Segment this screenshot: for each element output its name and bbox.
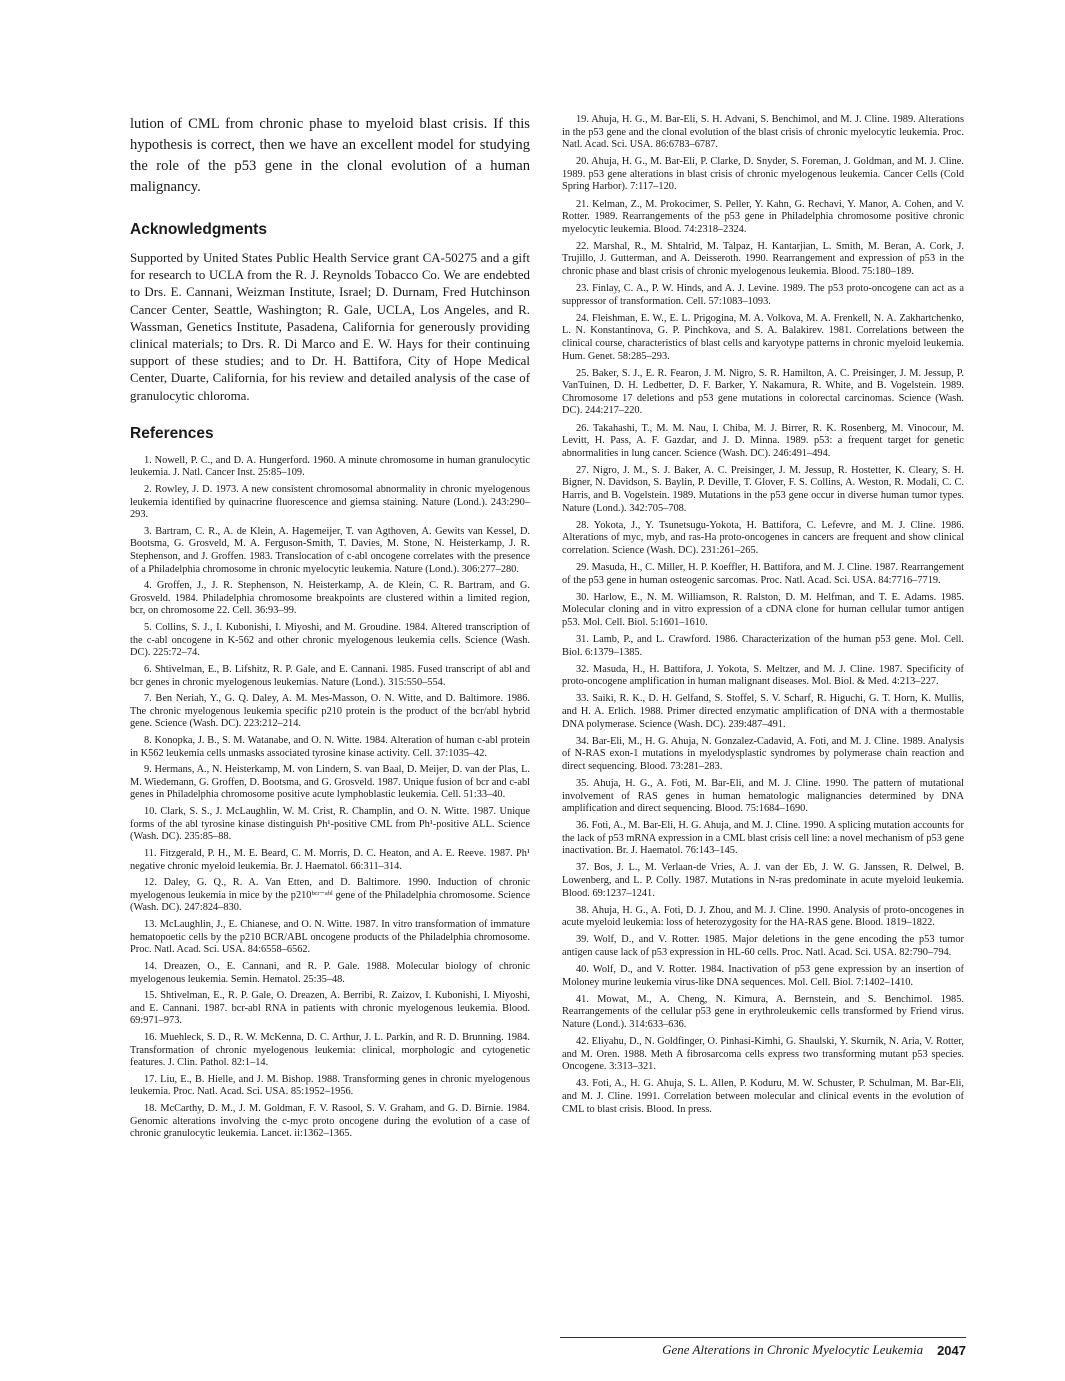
reference-entry: 37. Bos, J. L., M. Verlaan-de Vries, A. J. van der Eb, J. W. G. Janssen, R. Delwel, B. Lowenberg, and L. P. Colly. 1987. Mutations in N-ras predominate in acute myeloid leukemia. Blood. 69:1237–1241.: [562, 862, 964, 899]
reference-entry: 18. McCarthy, D. M., J. M. Goldman, F. V. Rasool, S. V. Graham, and G. D. Birnie. 1984. Genomic alterations involving the c-myc proto oncogene during the evolution of a case of chronic granulocytic leukemia. Lancet. ii:1362–1365.: [130, 1103, 530, 1140]
reference-entry: 9. Hermans, A., N. Heisterkamp, M. von Lindern, S. van Baal, D. Meijer, D. van der Plas, L. M. Wiedemann, G. Groffen, D. Bootsma, and G. Grosveld. 1987. Unique fusion of bcr and c-abl genes in Philadelphia chromosome positive acute lymphoblastic leukemia. Cell. 51:33–40.: [130, 764, 530, 801]
reference-entry: 2. Rowley, J. D. 1973. A new consistent chromosomal abnormality in chronic myelogenous leukemia identified by quinacrine fluorescence and giemsa staining. Nature (Lond.). 243:290–293.: [130, 484, 530, 521]
reference-entry: 31. Lamb, P., and L. Crawford. 1986. Characterization of the human p53 gene. Mol. Cell. Biol. 6:1379–1385.: [562, 633, 964, 658]
reference-entry: 32. Masuda, H., H. Battifora, J. Yokota, S. Meltzer, and M. J. Cline. 1987. Specificity of proto-oncogene amplification in human malignant diseases. Mol. Biol. & Med. 4:213–227.: [562, 663, 964, 688]
acknowledgments-heading: Acknowledgments: [130, 221, 267, 238]
reference-entry: 23. Finlay, C. A., P. W. Hinds, and A. J. Levine. 1989. The p53 proto-oncogene can act as a suppressor of transformation. Cell. 57:1083–1093.: [562, 283, 964, 307]
reference-entry: 20. Ahuja, H. G., M. Bar-Eli, P. Clarke, D. Snyder, S. Foreman, J. Goldman, and M. J. Cline. 1989. p53 gene alterations in blast crisis of chronic myelogenous leukemia. Cancer Cells (Cold Spring Harbor). 7:117–120.: [562, 156, 964, 193]
reference-entry: 10. Clark, S. S., J. McLaughlin, W. M. Crist, R. Champlin, and O. N. Witte. 1987. Unique forms of the abl tyrosine kinase distinguish Ph¹-positive CML from Ph¹-positive ALL. Science (Wash. DC). 235:85–88.: [130, 806, 530, 843]
reference-entry: 43. Foti, A., H. G. Ahuja, S. L. Allen, P. Koduru, M. W. Schuster, P. Schulman, M. Bar-Eli, and M. J. Cline. 1991. Correlation between molecular and clinical events in the evolution of CML to blast crisis. Blood. In press.: [562, 1078, 964, 1115]
reference-entry: 6. Shtivelman, E., B. Lifshitz, R. P. Gale, and E. Cannani. 1985. Fused transcript of abl and bcr genes in chronic myelogenous leukemias. Nature (Lond.). 315:550–554.: [130, 663, 530, 688]
acknowledgments-text: Supported by United States Public Health Service grant CA-50275 and a gift for research to UCLA from the R. J. Reynolds Tobacco Co. We are endebted to Drs. E. Cannani, Weizman Institute, Israel; D. Durnam, Fred Hutchinson Cancer Center, Seattle, Washington; R. Gale, UCLA, Los Angeles, and R. Wassman, Genetics Institute, Pasadena, California for generously providing clinical materials; to Drs. R. Di Marco and E. W. Hays for their continuing support of these studies; and to Dr. H. Battifora, City of Hope Medical Center, Duarte, California, for his review and detailed analysis of the case of granulocytic chloroma.: [130, 251, 530, 403]
reference-entry: 14. Dreazen, O., E. Cannani, and R. P. Gale. 1988. Molecular biology of chronic myelogenous leukemia. Semin. Hematol. 25:35–48.: [130, 960, 530, 985]
reference-entry: 22. Marshal, R., M. Shtalrid, M. Talpaz, H. Kantarjian, L. Smith, M. Beran, A. Cork, J. Trujillo, J. Gutterman, and A. Deisseroth. 1990. Rearrangement and expression of p53 in the chronic phase and blast crisis of chronic myelogenous leukemia. Blood. 75:180–189.: [562, 240, 964, 278]
reference-entry: 28. Yokota, J., Y. Tsunetsugu-Yokota, H. Battifora, C. Lefevre, and M. J. Cline. 1986. Alterations of myc, myb, and ras-Ha proto-oncogenes in cancers are frequent and show clinical correlation. Science (Wash. DC). 231:261–265.: [562, 519, 964, 556]
reference-entry: 17. Liu, E., B. Hielle, and J. M. Bishop. 1988. Transforming genes in chronic myelogenous leukemia. Proc. Natl. Acad. Sci. USA. 85:1952–1956.: [130, 1073, 530, 1098]
reference-entry: 25. Baker, S. J., E. R. Fearon, J. M. Nigro, S. R. Hamilton, A. C. Preisinger, J. M. Jessup, P. VanTuinen, D. H. Ledbetter, D. F. Barker, Y. Nakamura, R. White, and B. Vogelstein. 1989. Chromosome 17 deletions and p53 gene mutations in colorectal carcinomas. Science (Wash. DC). 244:217–220.: [562, 367, 964, 417]
reference-entry: 15. Shtivelman, E., R. P. Gale, O. Dreazen, A. Berribi, R. Zaizov, I. Kubonishi, I. Miyoshi, and E. Cannani. 1987. bcr-abl RNA in patients with chronic myelogenous leukemia. Blood. 69:971–973.: [130, 990, 530, 1027]
reference-entry: 38. Ahuja, H. G., A. Foti, D. J. Zhou, and M. J. Cline. 1990. Analysis of proto-oncogenes in acute myeloid leukemia: loss of heterozygosity for the HA-RAS gene. Blood. 1819–1822.: [562, 904, 964, 929]
references-heading: References: [130, 424, 214, 442]
reference-entry: 40. Wolf, D., and V. Rotter. 1984. Inactivation of p53 gene expression by an insertion of Moloney murine leukemia virus-like DNA sequences. Mol. Cell. Biol. 7:1402–1410.: [562, 964, 964, 988]
reference-entry: 3. Bartram, C. R., A. de Klein, A. Hagemeijer, T. van Agthoven, A. Gewits van Kessel, D. Bootsma, G. Grosveld, M. A. Ferguson-Smith, T. Davies, M. Stone, N. Heisterkamp, J. R. Stephenson, and J. Groffen. 1983. Translocation of c-abl oncogene correlates with the presence of a Philadelphia chromosome in chronic myelocytic leukemia. Nature (Lond.). 306:277–280.: [130, 525, 530, 575]
reference-entry: 5. Collins, S. J., I. Kubonishi, I. Miyoshi, and M. Groudine. 1984. Altered transcription of the c-abl oncogene in K-562 and other chronic myelogenous leukemia cells. Science (Wash. DC). 225:72–74.: [130, 622, 530, 659]
reference-entry: 33. Saiki, R. K., D. H. Gelfand, S. Stoffel, S. V. Scharf, R. Higuchi, G. T. Horn, K. Mullis, and H. A. Erlich. 1988. Primer directed enzymatic amplification of DNA with a thermostable DNA polymerase. Science (Wash. DC). 239:487–491.: [562, 693, 964, 730]
reference-entry: 24. Fleishman, E. W., E. L. Prigogina, M. A. Volkova, M. A. Frenkell, N. A. Zakhartchenko, L. N. Konstantinova, G. P. Pinchkova, and S. A. Balakirev. 1981. Correlations between the clinical course, characteristics of blast cells and karyotype patterns in chronic myeloid leukemia. Hum. Genet. 58:285–293.: [562, 312, 964, 362]
running-title: Gene Alterations in Chronic Myelocytic Leukemia: [662, 1342, 924, 1357]
reference-entry: 12. Daley, G. Q., R. A. Van Etten, and D. Baltimore. 1990. Induction of chronic myelogenous leukemia in mice by the p210ᵇᶜʳ⁻ᵃᵇˡ gene of the Philadelphia chromosome. Science (Wash. DC). 247:824–830.: [130, 877, 530, 914]
reference-entry: 8. Konopka, J. B., S. M. Watanabe, and O. N. Witte. 1984. Alteration of human c-abl protein in K562 leukemia cells unmasks associated tyrosine kinase activity. Cell. 37:1035–42.: [130, 735, 530, 759]
reference-entry: 26. Takahashi, T., M. M. Nau, I. Chiba, M. J. Birrer, R. K. Rosenberg, M. Vinocour, M. Levitt, H. Pass, A. F. Gazdar, and J. D. Minna. 1989. p53: a frequent target for genetic abnormalities in lung cancer. Science (Wash. DC). 246:491–494.: [562, 422, 964, 459]
reference-entry: 21. Kelman, Z., M. Prokocimer, S. Peller, Y. Kahn, G. Rechavi, Y. Manor, A. Cohen, and V. Rotter. 1989. Rearrangements of the p53 gene in Philadelphia chromosome positive chronic myelocytic leukemia. Blood. 74:2318–2324.: [562, 198, 964, 235]
reference-entry: 39. Wolf, D., and V. Rotter. 1985. Major deletions in the gene encoding the p53 tumor antigen cause lack of p53 expression in HL-60 cells. Proc. Natl. Acad. Sci. USA. 82:790–794.: [562, 934, 964, 959]
reference-entry: 41. Mowat, M., A. Cheng, N. Kimura, A. Bernstein, and S. Benchimol. 1985. Rearrangements of the cellular p53 gene in erythroleukemic cells transformed by Friend virus. Nature (Lond.). 314:633–636.: [562, 993, 964, 1030]
reference-entry: 13. McLaughlin, J., E. Chianese, and O. N. Witte. 1987. In vitro transformation of immature hematopoetic cells by the p210 BCR/ABL oncogene products of the Philadelphia chromosome. Proc. Natl. Acad. Sci. USA. 84:6558–6562.: [130, 919, 530, 956]
reference-entry: 11. Fitzgerald, P. H., M. E. Beard, C. M. Morris, D. C. Heaton, and A. E. Reeve. 1987. Ph¹ negative chronic myeloid leukemia. Br. J. Haematol. 66:311–314.: [130, 848, 530, 872]
reference-entry: 7. Ben Neriah, Y., G. Q. Daley, A. M. Mes-Masson, O. N. Witte, and D. Baltimore. 1986. The chronic myelogenous leukemia specific p210 protein is the product of the bcr/abl hybrid gene. Science (Wash. DC). 223:212–214.: [130, 693, 530, 730]
reference-entry: 42. Eliyahu, D., N. Goldfinger, O. Pinhasi-Kimhi, G. Shaulski, Y. Skurnik, N. Aria, V. Rotter, and M. Oren. 1988. Meth A fibrosarcoma cells express two transforming mutant p53 species. Oncogene. 3:313–321.: [562, 1036, 964, 1073]
page-footer: [560, 1337, 966, 1362]
reference-entry: 29. Masuda, H., C. Miller, H. P. Koeffler, H. Battifora, and M. J. Cline. 1987. Rearrangement of the p53 gene in human osteogenic sarcomas. Proc. Natl. Acad. Sci. USA. 84:7716–7719.: [562, 562, 964, 586]
reference-entry: 4. Groffen, J., J. R. Stephenson, N. Heisterkamp, A. de Klein, C. R. Bartram, and G. Grosveld. 1984. Philadelphia chromosome breakpoints are clustered within a limited region, bcr, on chromosome 22. Cell. 36:93–99.: [130, 580, 530, 617]
reference-entry: 36. Foti, A., M. Bar-Eli, H. G. Ahuja, and M. J. Cline. 1990. A splicing mutation accounts for the lack of p53 mRNA expression in a CML blast crisis cell line: a novel mechanism of p53 gene inactivation. Br. J. Haematol. 76:143–145.: [562, 820, 964, 857]
page-number: 2047: [937, 1342, 966, 1358]
reference-entry: 16. Muehleck, S. D., R. W. McKenna, D. C. Arthur, J. L. Parkin, and R. D. Brunning. 1984. Transformation of chronic myelogenous leukemia: clinical, morphologic and cytogenetic features. J. Clin. Pathol. 82:1–14.: [130, 1032, 530, 1069]
reference-entry: 34. Bar-Eli, M., H. G. Ahuja, N. Gonzalez-Cadavid, A. Foti, and M. J. Cline. 1989. Analysis of N-RAS exon-1 mutations in myelodysplastic syndromes by polymerase chain reaction and direct sequencing. Blood. 73:281–283.: [562, 735, 964, 772]
reference-entry: 27. Nigro, J. M., S. J. Baker, A. C. Preisinger, J. M. Jessup, R. Hostetter, K. Cleary, S. H. Bigner, N. Davidson, S. Baylin, P. Deville, T. Glover, F. S. Collins, A. Weston, R. Modali, C. C. Harris, and B. Vogelstein. 1989. Mutations in the p53 gene occur in diverse human tumor types. Nature (Lond.). 342:705–708.: [562, 464, 964, 514]
reference-entry: 30. Harlow, E., N. M. Williamson, R. Ralston, D. M. Helfman, and T. E. Adams. 1985. Molecular cloning and in vitro expression of a cDNA clone for human cellular tumor antigen p53. Mol. Cell. Biol. 5:1601–1610.: [562, 591, 964, 628]
references-list-left: [130, 455, 530, 1141]
reference-entry: 1. Nowell, P. C., and D. A. Hungerford. 1960. A minute chromosome in human granulocytic leukemia. J. Natl. Cancer Inst. 25:85–109.: [130, 454, 530, 479]
right-column: [562, 114, 964, 1121]
references-list-right: [562, 114, 964, 1116]
reference-entry: 19. Ahuja, H. G., M. Bar-Eli, S. H. Advani, S. Benchimol, and M. J. Cline. 1989. Alterations in the p53 gene and the clonal evolution of the blast crisis of chronic myelocytic leukemia. Proc. Natl. Acad. Sci. USA. 86:6783–6787.: [562, 114, 964, 151]
reference-entry: 35. Ahuja, H. G., A. Foti, M. Bar-Eli, and M. J. Cline. 1990. The pattern of mutational involvement of RAS genes in human hematologic malignancies determined by DNA amplification and direct sequencing. Blood. 75:1684–1690.: [562, 777, 964, 815]
intro-paragraph: lution of CML from chronic phase to myeloid blast crisis. If this hypothesis is correct, then we have an excellent model for studying the role of the p53 gene in the clonal evolution of a human malignancy.: [130, 116, 530, 195]
left-column: [130, 114, 530, 1145]
